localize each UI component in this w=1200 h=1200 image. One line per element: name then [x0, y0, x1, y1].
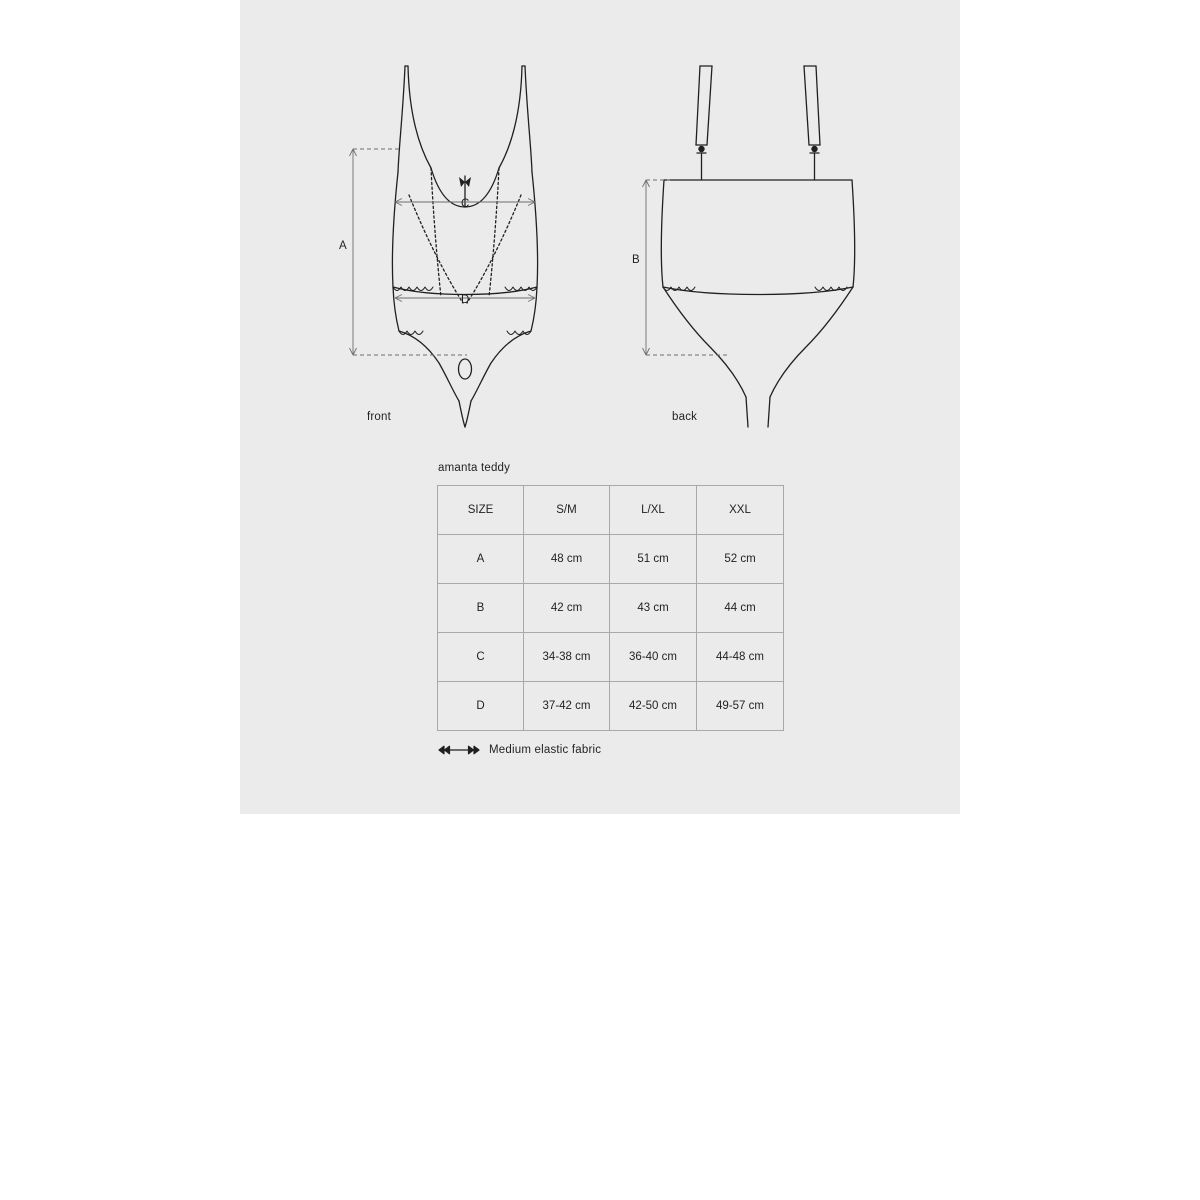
size-chart-panel: [240, 0, 960, 814]
cell-b-sm: 42 cm: [524, 584, 610, 633]
cell-a-lxl: 51 cm: [610, 535, 697, 584]
back-caption: back: [672, 411, 698, 423]
front-caption: front: [367, 411, 392, 423]
back-view-drawing: [630, 35, 910, 435]
technical-drawings: [240, 0, 960, 440]
row-label-c: C: [438, 633, 524, 682]
row-label-a: A: [438, 535, 524, 584]
table-header-row: [438, 486, 784, 535]
column-header-xxl: XXL: [697, 486, 784, 535]
measure-label-d: D: [461, 294, 470, 306]
row-label-b: B: [438, 584, 524, 633]
cell-c-lxl: 36-40 cm: [610, 633, 697, 682]
measure-label-c: C: [461, 198, 470, 210]
cell-d-xxl: 49-57 cm: [697, 682, 784, 731]
table-row: [438, 535, 784, 584]
cell-b-xxl: 44 cm: [697, 584, 784, 633]
table-row: [438, 584, 784, 633]
size-table-block: [437, 462, 785, 757]
fabric-note-label: Medium elastic fabric: [489, 744, 602, 756]
cell-d-sm: 37-42 cm: [524, 682, 610, 731]
double-arrow-icon: [438, 743, 480, 757]
column-header-sm: S/M: [524, 486, 610, 535]
column-header-size: SIZE: [438, 486, 524, 535]
cell-a-xxl: 52 cm: [697, 535, 784, 584]
table-row: [438, 682, 784, 731]
row-label-d: D: [438, 682, 524, 731]
cell-a-sm: 48 cm: [524, 535, 610, 584]
cell-b-lxl: 43 cm: [610, 584, 697, 633]
cell-c-xxl: 44-48 cm: [697, 633, 784, 682]
table-row: [438, 633, 784, 682]
measure-label-b: B: [632, 254, 640, 266]
cell-c-sm: 34-38 cm: [524, 633, 610, 682]
measure-label-a: A: [339, 240, 347, 252]
fabric-note: [438, 743, 785, 757]
size-table: [437, 485, 784, 731]
column-header-lxl: L/XL: [610, 486, 697, 535]
product-name: amanta teddy: [438, 462, 511, 474]
cell-d-lxl: 42-50 cm: [610, 682, 697, 731]
